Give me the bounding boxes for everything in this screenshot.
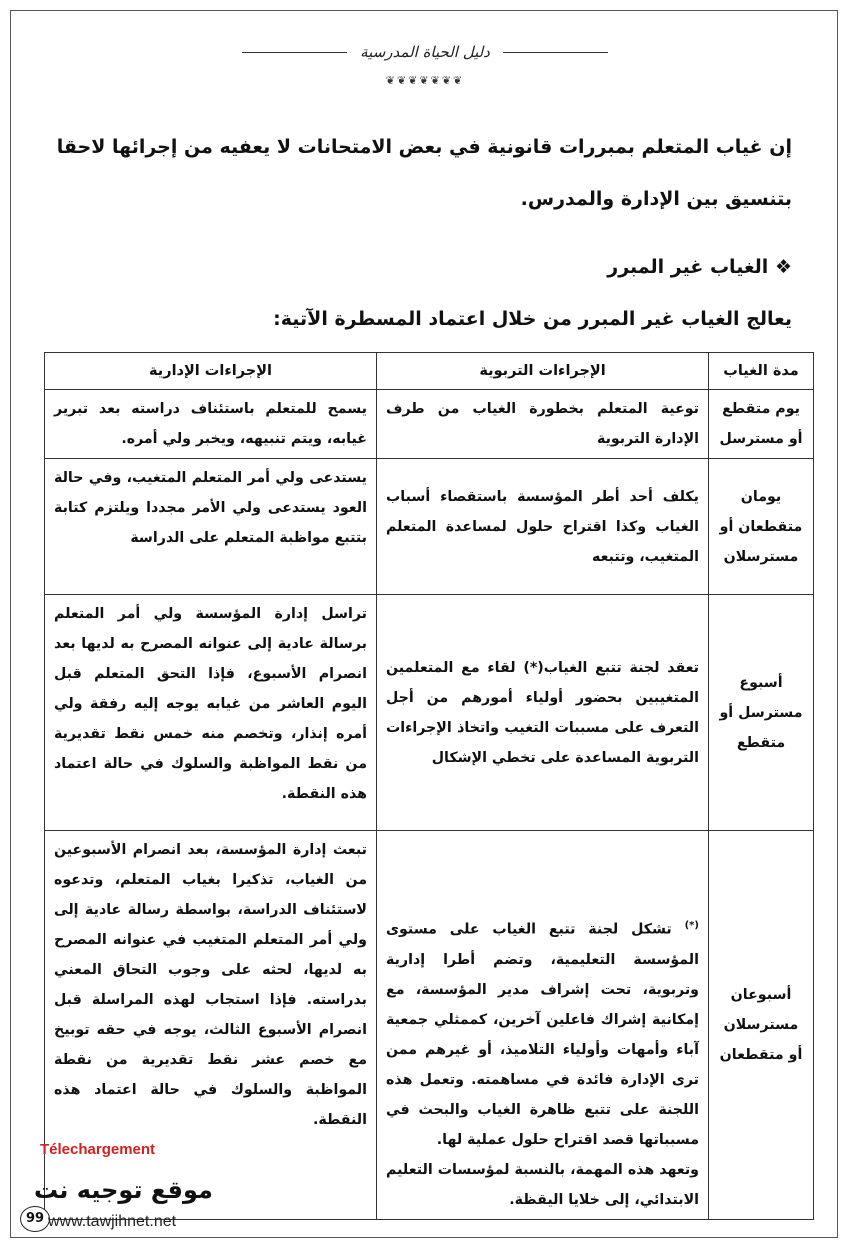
page-number: 99 <box>20 1206 50 1232</box>
header-rule-left <box>242 52 347 53</box>
footnote-mark: (*) <box>684 920 699 931</box>
footnote-text-2: وتعهد هذه المهمة، بالنسبة لمؤسسات التعليم الابتدائي، إلى خلايا اليقظة. <box>386 1161 699 1208</box>
table-row <box>45 390 814 459</box>
watermark-site-name: موقع توجيه نت <box>34 1176 213 1204</box>
footnote-body <box>386 911 699 1155</box>
section-title: الغياب غير المبرر <box>607 256 769 278</box>
row-3-pedagogical: تعقد لجنة تتبع الغياب(*) لقاء مع المتعلمين المتغيبين بحضور أولياء أمورهم من أجل التعرف على مسببات التغيب واتخاذ الإجراءات التربوية المساعدة على تخطي الإشكال <box>377 595 709 831</box>
header-administrative: الإجراءات الإدارية <box>45 353 377 390</box>
header-ornament: ❦❦❦❦❦❦❦ <box>385 74 465 87</box>
paragraph-1: إن غياب المتعلم بمبررات قانونية في بعض الامتحانات لا يعفيه من إجرائها لاحقا <box>56 136 792 158</box>
header-rule-right <box>503 52 608 53</box>
table-row <box>45 595 814 831</box>
row-2-pedagogical: يكلف أحد أطر المؤسسة باستقصاء أسباب الغياب وكذا اقتراح حلول لمساعدة المتعلم المتغيب، وتتبعه <box>377 459 709 595</box>
watermark-url[interactable]: www.tawjihnet.net <box>48 1213 177 1230</box>
row-3-administrative: تراسل إدارة المؤسسة ولي أمر المتعلم برسالة عادية إلى عنوانه المصرح به لديها بعد انصرام الأسبوع، فإذا التحق المتعلم قبل اليوم العاشر من غيابه يوجه إليه رفقة ولي أمره إنذار، وتخصم منه خمس نقط تقديرية من نقط المواظبة والسلوك في حالة اعتماد هذه النقطة. <box>45 595 377 831</box>
table-row <box>45 459 814 595</box>
header-pedagogical: الإجراءات التربوية <box>377 353 709 390</box>
page-header <box>0 42 850 61</box>
row-3-duration: أسبوع مسترسل أو متقطع <box>709 595 814 831</box>
row-1-duration: يوم متقطع أو مسترسل <box>709 390 814 459</box>
row-1-administrative: يسمح للمتعلم باستئناف دراسته بعد تبرير غيابه، ويتم تنبيهه، ويخبر ولي أمره. <box>45 390 377 459</box>
footnote-text-1: تشكل لجنة تتبع الغياب على مستوى المؤسسة التعليمية، وتضم أطرا إدارية وتربوية، تحت إشراف مدير المؤسسة، مع إمكانية إشراك فاعلين آخرين، كممثلي جمعية آباء وأمهات وأولياء التلاميذ، أو غيرهم ممن ترى الإدارة فائدة في مساهمته. وتعمل هذه اللجنة على تتبع ظاهرة الغياب والبحث في مسبباتها قصد اقتراح حلول عملية لها. <box>386 921 699 1148</box>
section-bullet-icon: ❖ <box>774 256 792 278</box>
row-4-duration: أسبوعان مسترسلان أو متقطعان <box>709 831 814 1220</box>
row-2-administrative: يستدعى ولي أمر المتعلم المتغيب، وفي حالة العود يستدعى ولي الأمر مجددا ويلتزم كتابة بتتبع مواظبة المتعلم على الدراسة <box>45 459 377 595</box>
absence-procedure-table <box>44 352 814 1220</box>
header-duration: مدة الغياب <box>709 353 814 390</box>
row-2-duration: يومان متقطعان أو مسترسلان <box>709 459 814 595</box>
row-1-pedagogical: توعية المتعلم بخطورة الغياب من طرف الإدارة التربوية <box>377 390 709 459</box>
section-heading <box>52 256 792 278</box>
table-header-row <box>45 353 814 390</box>
table-row <box>45 831 814 1220</box>
paragraph-2: بتنسيق بين الإدارة والمدرس. <box>520 188 792 210</box>
row-4-administrative: تبعث إدارة المؤسسة، بعد انصرام الأسبوعين من الغياب، تذكيرا بغياب المتعلم، وتدعوه لاستئناف الدراسة، بواسطة رسالة عادية إلى ولي أمر المتعلم المتغيب في عنوانه المصرح به لديها، لحثه على وجوب التحاق المعني بدراسته. فإذا استجاب لهذه المراسلة قبل انصرام الأسبوع الثالث، يوجه في حقه توبيخ مع خصم عشر نقط تقديرية من نقطة المواظبة والسلوك في حالة اعتماد هذه النقطة. <box>45 831 377 1220</box>
watermark-label: Télechargement <box>40 1141 156 1158</box>
header-title: دليل الحياة المدرسية <box>360 43 490 61</box>
intro-text: يعالج الغياب غير المبرر من خلال اعتماد المسطرة الآتية: <box>273 308 792 330</box>
row-4-footnote <box>377 831 709 1220</box>
